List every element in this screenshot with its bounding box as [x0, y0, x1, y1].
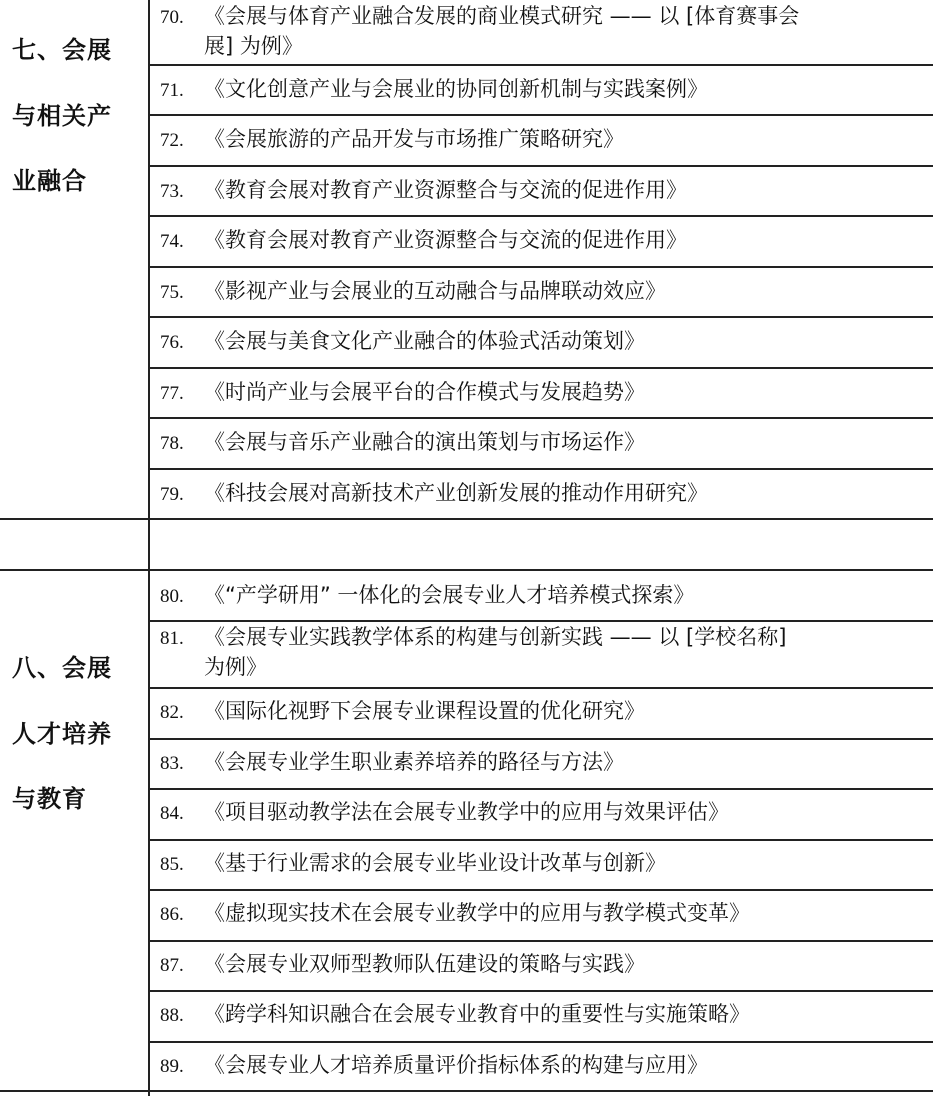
row-divider	[148, 64, 933, 66]
list-item	[160, 1051, 925, 1081]
list-item	[160, 378, 925, 408]
item-number: 86.	[160, 904, 184, 925]
category-label: 与相关产	[12, 102, 112, 130]
row-divider	[148, 114, 933, 116]
list-item	[160, 327, 925, 357]
list-item	[160, 950, 925, 980]
item-title: 《会展专业人才培养质量评价指标体系的构建与应用》	[204, 1053, 708, 1077]
row-divider	[148, 687, 933, 689]
item-number: 88.	[160, 1005, 184, 1026]
item-title: 《会展专业学生职业素养培养的路径与方法》	[204, 750, 624, 774]
list-item	[160, 226, 925, 256]
row-divider	[148, 468, 933, 470]
item-title: 《会展与体育产业融合发展的商业模式研究 —— 以 [体育赛事会	[204, 4, 800, 28]
item-title: 《文化创意产业与会展业的协同创新机制与实践案例》	[204, 77, 708, 101]
item-number: 89.	[160, 1056, 184, 1077]
row-divider	[148, 1041, 933, 1043]
item-title: 《会展与音乐产业融合的演出策划与市场运作》	[204, 430, 645, 454]
category-label: 与教育	[12, 785, 87, 813]
category-label: 人才培养	[12, 720, 112, 748]
row-divider	[148, 316, 933, 318]
category-label: 八、会展	[12, 654, 112, 682]
section-divider	[0, 569, 933, 571]
item-title-continued: 为例》	[204, 655, 267, 679]
item-title: 《国际化视野下会展专业课程设置的优化研究》	[204, 699, 645, 723]
item-title: 《时尚产业与会展平台的合作模式与发展趋势》	[204, 380, 645, 404]
item-title: 《会展专业双师型教师队伍建设的策略与实践》	[204, 952, 645, 976]
list-item	[160, 1000, 925, 1030]
item-number: 74.	[160, 231, 184, 252]
item-title: 《项目驱动教学法在会展专业教学中的应用与效果评估》	[204, 800, 729, 824]
row-divider	[148, 266, 933, 268]
list-item	[160, 623, 925, 682]
item-title: 《教育会展对教育产业资源整合与交流的促进作用》	[204, 228, 687, 252]
row-divider	[148, 738, 933, 740]
row-divider	[148, 839, 933, 841]
item-number: 76.	[160, 332, 184, 353]
item-title: 《影视产业与会展业的互动融合与品牌联动效应》	[204, 279, 666, 303]
item-number: 87.	[160, 955, 184, 976]
list-item	[160, 697, 925, 727]
row-divider	[148, 788, 933, 790]
section-divider	[0, 518, 933, 520]
item-number: 72.	[160, 130, 184, 151]
item-title-continued: 展] 为例》	[204, 34, 303, 58]
list-item	[160, 581, 925, 611]
item-number: 82.	[160, 702, 184, 723]
row-divider	[148, 165, 933, 167]
item-number: 73.	[160, 181, 184, 202]
row-divider	[148, 417, 933, 419]
item-number: 75.	[160, 282, 184, 303]
item-number: 70.	[160, 7, 184, 28]
row-divider	[148, 620, 933, 622]
item-title: 《教育会展对教育产业资源整合与交流的促进作用》	[204, 178, 687, 202]
list-item	[160, 428, 925, 458]
list-item	[160, 2, 925, 61]
item-title: 《会展旅游的产品开发与市场推广策略研究》	[204, 127, 624, 151]
list-item	[160, 75, 925, 105]
item-title: 《“产学研用” 一体化的会展专业人才培养模式探索》	[204, 583, 695, 607]
list-item	[160, 849, 925, 879]
item-number: 85.	[160, 854, 184, 875]
list-item	[160, 748, 925, 778]
item-title: 《会展与美食文化产业融合的体验式活动策划》	[204, 329, 645, 353]
row-divider	[148, 889, 933, 891]
item-number: 77.	[160, 383, 184, 404]
item-number: 84.	[160, 803, 184, 824]
item-title: 《基于行业需求的会展专业毕业设计改革与创新》	[204, 851, 666, 875]
category-label: 七、会展	[12, 36, 112, 64]
list-item	[160, 899, 925, 929]
item-number: 83.	[160, 753, 184, 774]
item-title: 《科技会展对高新技术产业创新发展的推动作用研究》	[204, 481, 708, 505]
list-item	[160, 176, 925, 206]
row-divider	[148, 990, 933, 992]
item-number: 71.	[160, 80, 184, 101]
item-title: 《跨学科知识融合在会展专业教育中的重要性与实施策略》	[204, 1002, 750, 1026]
item-title: 《虚拟现实技术在会展专业教学中的应用与教学模式变革》	[204, 901, 750, 925]
item-number: 79.	[160, 484, 184, 505]
item-number: 80.	[160, 586, 184, 607]
item-number: 81.	[160, 628, 184, 649]
list-item	[160, 125, 925, 155]
item-title: 《会展专业实践教学体系的构建与创新实践 —— 以 [学校名称]	[204, 625, 787, 649]
section-divider	[0, 1090, 933, 1092]
category-label: 业融合	[12, 167, 87, 195]
list-item	[160, 479, 925, 509]
row-divider	[148, 367, 933, 369]
list-item	[160, 277, 925, 307]
list-item	[160, 798, 925, 828]
row-divider	[148, 215, 933, 217]
item-number: 78.	[160, 433, 184, 454]
row-divider	[148, 940, 933, 942]
